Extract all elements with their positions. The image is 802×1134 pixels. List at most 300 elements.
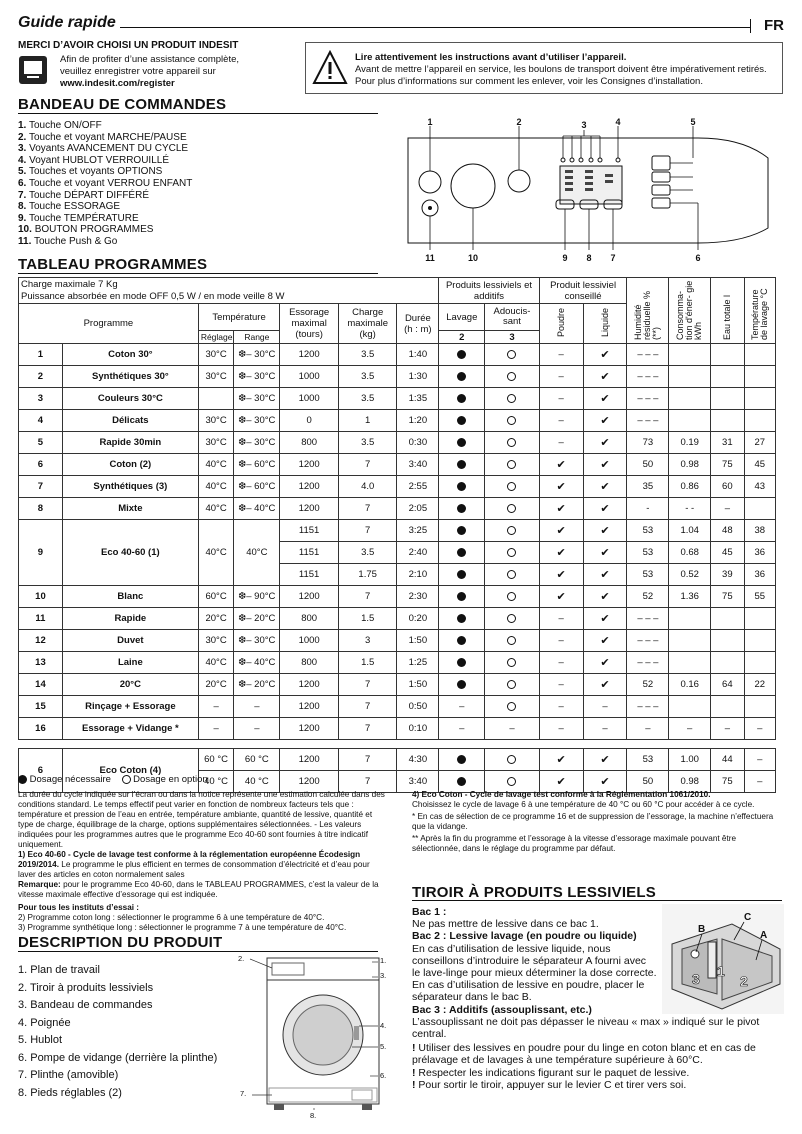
spin-value: 1151 [298,525,320,536]
header-range: Range [234,331,280,344]
check-icon: ✔ [600,393,610,405]
humidity-value: 53 [642,547,654,558]
warning-icon [312,50,348,86]
temp-range: ❆– 60°C [238,459,276,470]
spin-value: 1200 [298,701,320,712]
duration-value: 0:50 [408,701,428,712]
control-panel-list [18,120,192,248]
filled-dot-icon [457,777,466,786]
exclamation-icon: ! [412,1042,416,1055]
header-liquid: Liquide [599,307,610,337]
dash: – [602,701,608,712]
energy-value: 1.36 [680,591,699,602]
water-value: 75 [722,776,733,787]
dosage-legend [18,774,208,785]
control-panel-title: BANDEAU DE COMMANDES [18,96,227,113]
water-value: 48 [722,525,733,536]
drawer-compartment-1: 1 [717,963,725,979]
ring-icon [507,460,516,469]
ring-icon [507,548,516,557]
ring-icon [507,482,516,491]
humidity-value: – – – [637,635,659,646]
programme-number: 12 [35,635,46,646]
filled-dot-icon [457,504,466,513]
humidity-value: 53 [642,754,654,765]
load-value: 3.5 [361,349,375,360]
drawer-title: TIROIR À PRODUITS LESSIVIELS [412,884,656,901]
filled-dot-icon [457,416,466,425]
callout-11: 11 [425,253,435,263]
warning-3: Pour sortir le tiroir, appuyer sur le levier C et tirer vers soi. [418,1078,687,1091]
ring-icon [122,775,131,784]
temp-setting: 40°C [205,481,227,492]
note-double-star: ** Après la fin du programme et l’essorage à la vitesse d’essorage maximale pouvant être sélectionnée, dans le réglage du programme par défaut. [412,834,737,853]
temp-setting: – [213,723,219,734]
header-softener: Adoucis- sant [485,304,539,331]
programme-number: 6 [37,459,44,470]
panel-item-number: 6. [18,177,27,189]
spin-value: 800 [301,613,318,624]
ring-icon [507,702,516,711]
product-parts-list [18,962,217,1102]
note-4-body: Choisissez le cycle de lavage 6 à une température de 40 °C ou 60 °C pour accéder à ce cycle. [412,800,755,809]
ring-icon [507,372,516,381]
table-separator [19,740,776,749]
spin-value: 1200 [298,591,320,602]
machine-callout-8: 8. [310,1111,317,1120]
machine-callout-2: 2. [238,954,245,963]
programme-number: 1 [37,349,44,360]
ring-icon [507,636,516,645]
notes-left [18,790,388,933]
check-icon: ✔ [600,525,610,537]
table-row [19,388,776,410]
panel-item-number: 5. [18,166,27,178]
header-wash: Lavage [439,304,485,331]
panel-item-number: 8. [18,201,27,213]
programme-name: Eco Coton (4) [99,765,162,776]
dash: – [558,613,564,624]
progress-leds [561,158,620,162]
table-row [19,344,776,366]
humidity-value: – – – [637,349,659,360]
header-load: Charge maximale [347,307,388,329]
table-row [19,432,776,454]
spin-value: 1000 [298,371,320,382]
water-value: 31 [722,437,733,448]
ring-icon [507,658,516,667]
panel-item-number: 9. [18,212,27,224]
panel-item-number: 7. [18,189,27,201]
duration-value: 1:50 [408,679,428,690]
programme-name: Essorage + Vidange * [82,723,179,734]
load-value: 7 [365,723,371,734]
duration-value: 1:25 [408,657,428,668]
bac2-text-1: En cas d’utilisation de lessive liquide, nous conseillons d’introduire le séparateur A fourni avec le lave-linge pour mieux déterminer la dose correcte. [412,942,657,980]
product-part: 5. Hublot [18,1034,63,1046]
check-icon: ✔ [600,371,610,383]
register-link[interactable]: www.indesit.com/register [60,78,175,89]
humidity-value: – – – [637,701,659,712]
panel-item [18,236,192,248]
programme-number: 9 [37,547,44,558]
check-icon: ✔ [556,569,566,581]
header-temperature: Température [198,304,280,331]
programme-name: Blanc [117,591,144,602]
programme-number: 16 [35,723,46,734]
callout-7: 7 [610,253,616,263]
temp-setting: 30°C [205,415,227,426]
humidity-value: 73 [642,437,654,448]
programme-name: Mixte [118,503,143,514]
filled-dot-icon [457,680,466,689]
language-code: FR [764,17,784,34]
humidity-value: – – – [637,415,659,426]
panel-item-label: Touche Push & Go [33,235,118,247]
dash: – [558,701,564,712]
spin-value: 800 [301,657,318,668]
section-rule [18,113,378,114]
check-icon: ✔ [556,503,566,515]
panel-item-label: Voyant HUBLOT VERROUILLÉ [29,154,169,166]
temp-setting: 40°C [205,459,227,470]
temp-setting: 30°C [205,349,227,360]
programme-name: Coton (2) [109,459,152,470]
water-value: – [724,503,730,514]
computer-icon [18,55,48,85]
energy-value: 0.68 [680,547,699,558]
programme-name: Rapide 30min [99,437,162,448]
humidity-value: 53 [642,569,654,580]
humidity-value: – [645,723,651,734]
load-value: 1 [365,415,371,426]
table-row [19,696,776,718]
filled-dot-icon [457,548,466,557]
duration-value: 1:40 [408,349,428,360]
warning-title: Lire attentivement les instructions avant d’utiliser l’appareil. [355,52,627,63]
spin-value: 1200 [298,679,320,690]
load-value: 7 [365,679,371,690]
duration-value: 2:55 [408,481,428,492]
option-buttons [652,156,670,208]
panel-item [18,132,192,144]
warning-2: Respecter les indications figurant sur le paquet de lessive. [418,1066,690,1079]
energy-value: 0.98 [680,776,699,787]
panel-item-number: 2. [18,131,27,143]
dash: – [558,437,564,448]
panel-item [18,224,192,236]
panel-item [18,201,192,213]
header-duration-unit: (h : m) [404,323,432,335]
programme-name: Synthétiques 30° [92,371,169,382]
load-value: 7 [365,503,371,514]
panel-item-label: Touche TEMPÉRATURE [28,212,139,224]
load-value: 1.5 [361,613,375,624]
energy-value: – [687,723,693,734]
temp-range: ❆– 90°C [238,591,276,602]
check-icon: ✔ [600,349,610,361]
duration-value: 2:05 [408,503,428,514]
filled-dot-icon [457,372,466,381]
temp-setting: 30°C [205,437,227,448]
ring-icon [507,526,516,535]
wash-temp-value: – [757,723,763,734]
panel-item-number: 11. [18,235,32,247]
check-icon: ✔ [600,503,610,515]
check-icon: ✔ [600,415,610,427]
humidity-value: 52 [642,591,654,602]
table-row [19,749,776,771]
check-icon: ✔ [556,459,566,471]
section-rule [412,900,782,901]
spin-value: 1200 [298,459,320,470]
load-value: 7 [365,591,371,602]
wash-temp-value: 38 [754,525,766,536]
load-value: 3.5 [361,393,375,404]
exclamation-icon: ! [412,1066,416,1079]
panel-item-number: 1. [18,120,27,131]
spin-value: 1200 [298,481,320,492]
product-part: 7. Plinthe (amovible) [18,1069,119,1081]
programmes-title: TABLEAU PROGRAMMES [18,256,208,273]
note-1-body: Le programme le plus efficient en termes de consommation d’électricité et d’eau pour laver des articles en coton normalement sales [18,860,370,879]
programme-name: Délicats [112,415,149,426]
machine-callout-7: 7. [240,1089,247,1098]
detergent-drawer-illustration [662,904,784,1014]
drawer-label-b: B [698,924,706,935]
panel-item-label: Touche DÉPART DIFFÉRÉ [28,189,149,201]
programme-name: Rinçage + Essorage [85,701,176,712]
table-row [19,608,776,630]
drawer-compartment-3: 3 [692,971,700,987]
humidity-value: 35 [642,481,654,492]
product-part: 3. Bandeau de commandes [18,999,153,1011]
dash: – [602,723,608,734]
table-row [19,476,776,498]
wash-temp-value: 27 [754,437,766,448]
drawer-compartment-2: 2 [740,973,748,989]
remark-body: pour le programme Eco 40-60, dans le TABLEAU PROGRAMMES, c’est la valeur de la vitesse maximale effective d’essorage qui est indiquée. [18,880,379,899]
humidity-value: 50 [642,776,654,787]
load-value: 1.5 [361,657,375,668]
energy-value: 1.04 [680,525,699,536]
humidity-value: – – – [637,657,659,668]
ring-icon [507,614,516,623]
humidity-value: 52 [642,679,654,690]
machine-callout-3: 3. [380,971,387,980]
duration-value: 4:30 [408,754,428,765]
spin-value: 1151 [298,547,320,558]
water-value: 75 [722,459,733,470]
spin-value: 1200 [298,723,320,734]
filled-dot-icon [457,394,466,403]
product-part: 4. Poignée [18,1016,71,1029]
water-value: 44 [722,754,733,765]
dash: – [558,371,564,382]
check-icon: ✔ [600,459,610,471]
spin-value: 1200 [298,776,320,787]
temp-setting: 40 °C [204,776,229,787]
header-products: Produits lessiviels et additifs [439,278,539,304]
ring-icon [507,570,516,579]
temp-range: ❆– 30°C [238,393,276,404]
table-row [19,520,776,542]
duration-value: 3:25 [408,525,428,536]
temp-range: ❆– 30°C [238,371,276,382]
load-value: 7 [365,701,371,712]
programme-name: Synthétiques (3) [93,481,168,492]
load-value: 3.5 [361,547,375,558]
load-value: 1.75 [358,569,377,580]
dash: – [558,415,564,426]
note-1-heading: 1) Eco 40-60 - Cycle de lavage test conforme à la réglementation européenne Écodesign 2019/2014. [18,850,361,869]
institutes-note-2: 2) Programme coton long : sélectionner le programme 6 à une température de 40°C. [18,913,325,922]
dash: – [459,723,465,734]
dash: – [558,393,564,404]
programme-name: Couleurs 30°C [97,393,163,404]
note-duration: La durée du cycle indiquée sur l’écran ou dans la notice représente une estimation calculée dans des conditions standard. Le temps effectif peut varier en fonction de nombreux facteurs tels que : température et pression de l’eau en entrée, température ambiante, quantité de lessive, quantité et type de charge, équilibrage de la charge, options supplémentaires sélectionnées. - Les valeurs indiquées pour les programmes autres que le programme Eco 40-60 sont fournies à titre indicatif uniquement. [18,790,385,849]
panel-item-number: 3. [18,143,27,155]
filled-dot-icon [457,438,466,447]
ring-icon [507,394,516,403]
spin-value: 1200 [298,349,320,360]
check-icon: ✔ [556,481,566,493]
note-star: * En cas de sélection de ce programme 16 et de suppression de l’essorage, la machine n’effectuera que la vidange. [412,812,774,831]
wash-temp-value: 36 [754,569,766,580]
programme-number: 2 [37,371,44,382]
product-description-title: DESCRIPTION DU PRODUIT [18,934,223,951]
programme-number: 7 [37,481,44,492]
check-icon: ✔ [600,613,610,625]
temp-range: ❆– 40°C [238,503,276,514]
temp-range: ❆– 40°C [238,657,276,668]
energy-value: 1.00 [680,754,699,765]
energy-value: 0.86 [680,481,699,492]
callout-8: 8 [586,253,592,263]
temp-setting: 60°C [205,591,227,602]
spin-value: 800 [301,437,318,448]
load-value: 7 [365,776,371,787]
temp-setting: 30°C [205,635,227,646]
callout-2: 2 [516,118,522,127]
header-compartment-3: 3 [485,331,539,344]
programme-name: Coton 30° [108,349,153,360]
temp-setting: 60 °C [204,754,229,765]
panel-item-number: 10. [18,224,32,236]
dash: – [558,657,564,668]
filled-dot-icon [457,636,466,645]
panel-item-label: Touche et voyant MARCHE/PAUSE [28,131,187,143]
header-humidity: Humidité résiduelle % (**) [633,290,662,340]
spin-value: 1000 [298,635,320,646]
spin-value: 1151 [298,569,320,580]
duration-value: 3:40 [408,459,428,470]
table-row [19,630,776,652]
load-value: 3.5 [361,371,375,382]
check-icon: ✔ [600,679,610,691]
header-duration: Durée [404,312,431,324]
drawer-label-c: C [744,912,752,923]
ring-icon [507,504,516,513]
header-setting: Réglage [198,331,234,344]
product-part: 2. Tiroir à produits lessiviels [18,981,154,994]
machine-callout-5: 5. [380,1042,387,1051]
product-part: 8. Pieds réglables (2) [18,1086,122,1099]
note-4-heading: 4) Eco Coton - Cycle de lavage test conforme à la Réglementation 1061/2010. [412,790,711,799]
ring-icon [507,438,516,447]
programme-name: 20°C [119,679,141,690]
filled-dot-icon [457,658,466,667]
control-panel-diagram [398,118,788,266]
table-row [19,652,776,674]
energy-value: 0.19 [680,437,699,448]
programme-number: 4 [37,415,44,426]
temp-setting: 20°C [205,679,227,690]
check-icon: ✔ [556,525,566,537]
header-wash-temp: Température de lavage °C [749,288,769,340]
duration-value: 0:10 [408,723,428,734]
institutes-note-3: 3) Programme synthétique long : sélectionner le programme 7 à une température de 40°C. [18,923,347,932]
ring-icon [507,416,516,425]
section-rule [18,273,378,274]
temp-setting: – [213,701,219,712]
panel-item [18,155,192,167]
bac3-heading: Bac 3 : Additifs (assouplissant, etc.) [412,1003,592,1016]
water-value: 75 [722,591,733,602]
wash-temp-value: 22 [754,679,766,690]
programme-number: 11 [35,613,46,624]
humidity-value: - [646,503,650,514]
bac3-text: L’assouplissant ne doit pas dépasser le niveau « max » indiqué sur le pivot central. [412,1015,760,1041]
legend-optional: Dosage en option [133,774,208,785]
table-row [19,674,776,696]
table-row [19,410,776,432]
check-icon: ✔ [556,754,566,766]
header-detergent: Produit lessiviel conseillé [539,278,627,304]
humidity-value: 50 [642,459,654,470]
thanks-line1: Afin de profiter d’une assistance complète, [60,54,240,65]
machine-callout-4: 4. [380,1021,387,1030]
humidity-value: – – – [637,371,659,382]
programme-number: 10 [35,591,46,602]
dash: – [558,679,564,690]
start-pause-button [508,170,530,192]
warning-1: Utiliser des lessives en poudre pour du linge en coton blanc et en cas de prélavage et de lavages à une température supérieure à 60°C. [412,1042,756,1067]
duration-value: 1:50 [408,635,428,646]
dash: – [558,349,564,360]
temp-range: – [254,701,260,712]
filled-dot-icon [457,460,466,469]
temp-range: ❆– 30°C [238,415,276,426]
filled-dot-icon [18,775,27,784]
header-compartment-2: 2 [439,331,485,344]
dash: – [558,635,564,646]
panel-item [18,166,192,178]
table-row [19,498,776,520]
temp-range: ❆– 30°C [238,437,276,448]
check-icon: ✔ [600,547,610,559]
humidity-value: – – – [637,613,659,624]
load-value: 7 [365,754,371,765]
water-value: 60 [722,481,733,492]
thanks-text [60,54,280,90]
temp-range: 60 °C [244,754,269,765]
header-water: Eau totale l [721,294,732,340]
table-row [19,454,776,476]
programme-name: Duvet [117,635,144,646]
programme-number: 3 [37,393,44,404]
on-off-button [419,171,441,193]
